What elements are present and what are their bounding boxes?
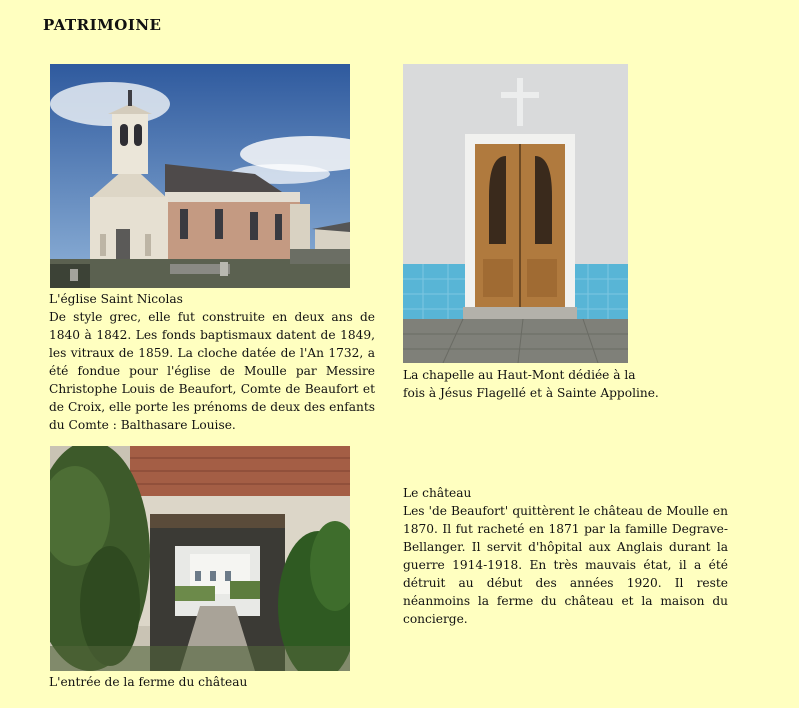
chapel-caption: [403, 366, 703, 402]
chapel-caption-line1: La chapelle au Haut-Mont dédiée à la: [403, 368, 636, 382]
church-photo: [50, 64, 350, 288]
castle-text: Les 'de Beaufort' quittèrent le château de Moulle en 1870. Il fut racheté en 1871 par la famille Degrave-Bellanger. Il servit d'hôpital aux Anglais durant la guerre 1914-1918. En très mauvais état, il a été détruit au début des années 1920. Il reste néanmoins la ferme du château et la maison du concierge.: [403, 504, 728, 626]
castle-description: [403, 484, 728, 628]
chapel-photo: [403, 64, 628, 363]
farm-photo: [50, 446, 350, 671]
church-title: L'église Saint Nicolas: [49, 292, 183, 306]
chapel-caption-line2: fois à Jésus Flagellé et à Sainte Appoline.: [403, 386, 659, 400]
page-heading: PATRIMOINE: [43, 16, 162, 34]
farm-caption: L'entrée de la ferme du château: [49, 675, 248, 689]
church-description: [49, 290, 375, 434]
church-text: De style grec, elle fut construite en deux ans de 1840 à 1842. Les fonds baptismaux datent de 1849, les vitraux de 1859. La cloche datée de l'An 1732, a été fondue pour l'église de Moulle par Messire Christophe Louis de Beaufort, Comte de Beaufort et de Croix, elle porte les prénoms de deux des enfants du Comte : Balthasare Louise.: [49, 310, 375, 432]
castle-title: Le château: [403, 486, 472, 500]
